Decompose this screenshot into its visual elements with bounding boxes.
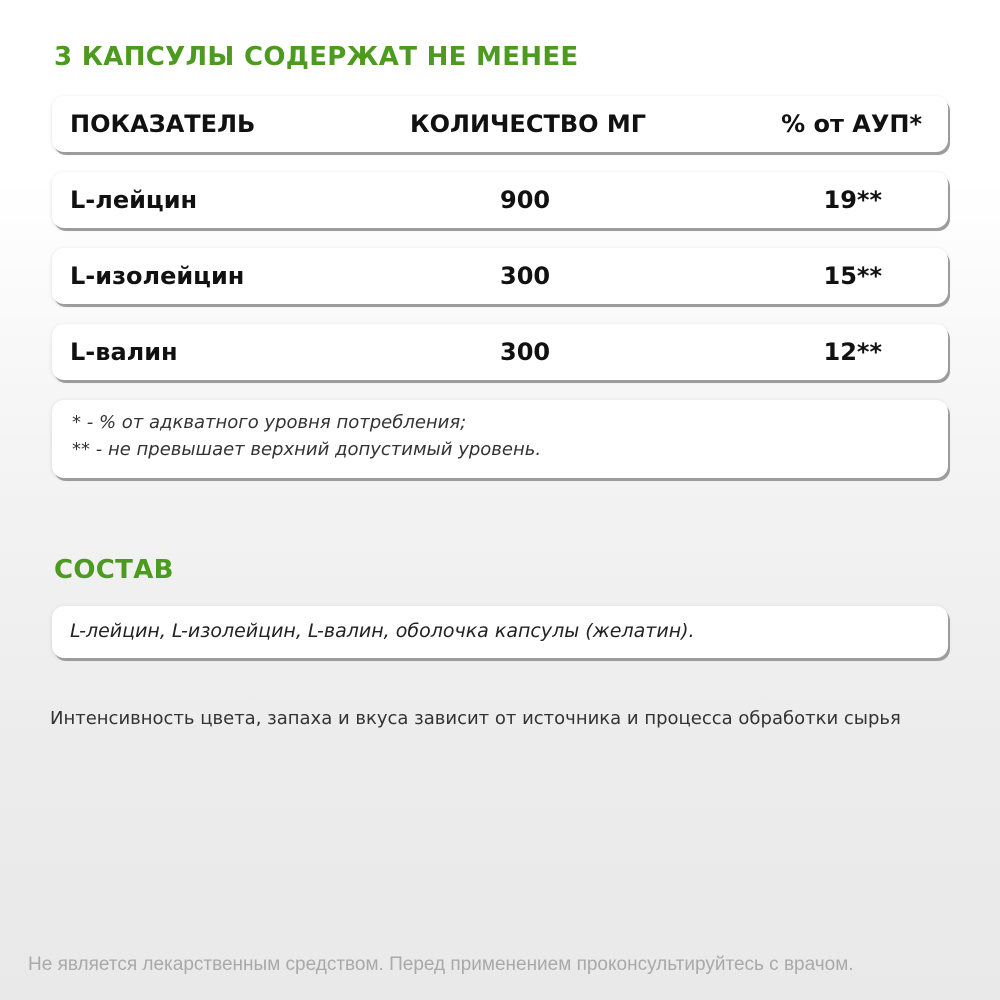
intensity-note: Интенсивность цвета, запаха и вкуса зависит от источника и процесса обработки сырья bbox=[50, 708, 901, 729]
footnotes-card bbox=[52, 400, 948, 478]
row-percent: 19** bbox=[823, 186, 882, 214]
row-name: L-валин bbox=[70, 338, 178, 366]
row-amount: 900 bbox=[500, 186, 551, 214]
composition-heading: СОСТАВ bbox=[54, 555, 174, 585]
header-percent: % от АУП* bbox=[781, 110, 922, 138]
table-row bbox=[52, 248, 948, 304]
row-name: L-изолейцин bbox=[70, 262, 245, 290]
row-amount: 300 bbox=[500, 338, 551, 366]
footnote-double-asterisk: ** - не превышает верхний допустимый уровень. bbox=[72, 439, 542, 460]
composition-card bbox=[52, 606, 948, 658]
footnote-asterisk: * - % от адкватного уровня потребления; bbox=[72, 412, 467, 433]
table-header-row bbox=[52, 96, 948, 152]
table-row bbox=[52, 172, 948, 228]
composition-text: L-лейцин, L-изолейцин, L-валин, оболочка капсулы (желатин). bbox=[70, 620, 695, 642]
row-name: L-лейцин bbox=[70, 186, 198, 214]
header-amount: КОЛИЧЕСТВО МГ bbox=[410, 110, 647, 138]
table-row bbox=[52, 324, 948, 380]
row-percent: 15** bbox=[823, 262, 882, 290]
main-heading: 3 КАПСУЛЫ СОДЕРЖАТ НЕ МЕНЕЕ bbox=[54, 42, 579, 72]
header-indicator: ПОКАЗАТЕЛЬ bbox=[70, 110, 256, 138]
medical-disclaimer: Не является лекарственным средством. Перед применением проконсультируйтесь с врачом. bbox=[28, 954, 854, 975]
row-percent: 12** bbox=[823, 338, 882, 366]
row-amount: 300 bbox=[500, 262, 551, 290]
